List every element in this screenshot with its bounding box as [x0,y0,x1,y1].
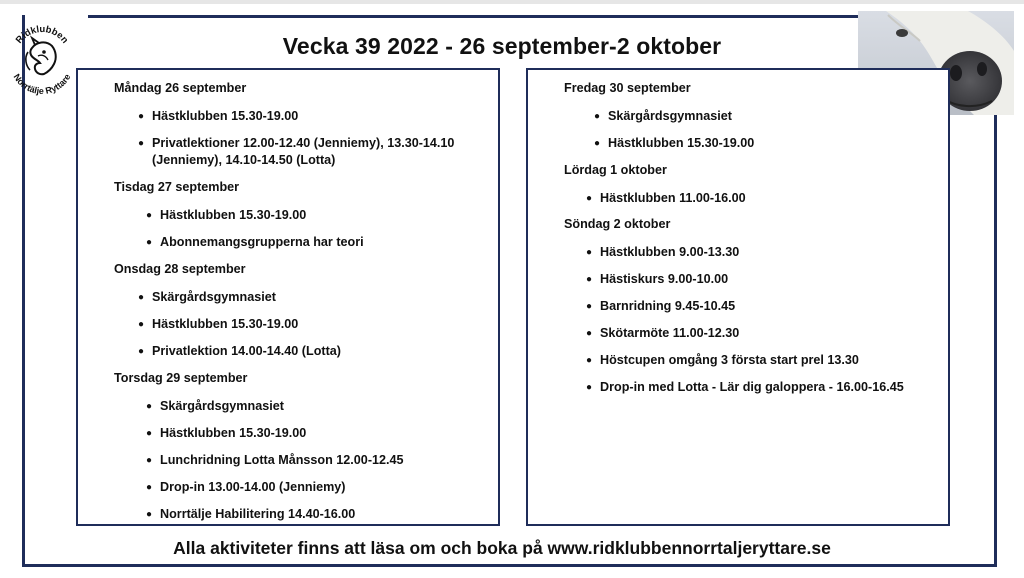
day-heading-friday: Fredag 30 september [564,81,691,95]
list-item: ● Hästiskurs 9.00-10.00 [586,272,729,286]
list-item: ● Skärgårdsgymnasiet [594,109,732,123]
list-item: ● Skötarmöte 11.00-12.30 [586,326,740,340]
list-item: ● Abonnemangsgrupperna har teori [146,235,364,249]
list-item: ● Skärgårdsgymnasiet [138,290,276,304]
day-heading-monday: Måndag 26 september [114,81,247,95]
day-heading-tuesday: Tisdag 27 september [114,180,240,194]
day-heading-thursday: Torsdag 29 september [114,371,248,385]
list-item: ● Hästklubben 15.30-19.00 [594,136,755,150]
list-item: ● Privatlektioner 12.00-12.40 (Jenniemy), 13.30-14.10 (Jenniemy), 14.10-14.50 (Lotta) [138,136,455,167]
list-item: ● Norrtälje Habilitering 14.40-16.00 [146,507,356,521]
list-item: ● Skärgårdsgymnasiet [146,399,284,413]
list-item: ● Höstcupen omgång 3 första start prel 13.30 [586,353,859,367]
page-title: Vecka 39 2022 - 26 september-2 oktober [282,33,722,59]
svg-text:Norrtälje Ryttare [12,72,73,96]
list-item: ● Drop-in 13.00-14.00 (Jenniemy) [146,480,346,494]
list-item: ● Hästklubben 15.30-19.00 [146,426,307,440]
schedule-column-left [76,68,500,526]
footer-text: Alla aktiviteter finns att läsa om och boka på www.ridklubbennorrtaljeryttare.se [173,538,831,558]
list-item: ● Privatlektion 14.00-14.40 (Lotta) [138,344,341,358]
list-item: ● Hästklubben 15.30-19.00 [146,208,307,222]
logo-text-top: Ridklubben [13,23,71,46]
page-frame-top [88,15,858,18]
top-rule [0,0,1024,4]
list-item: ● Hästklubben 11.00-16.00 [586,191,746,205]
list-item: ● Lunchridning Lotta Månsson 12.00-12.45 [146,453,404,467]
list-item: ● Hästklubben 15.30-19.00 [138,109,299,123]
logo-text-bottom: Norrtälje Ryttare [11,72,73,97]
list-item: ● Hästklubben 9.00-13.30 [586,245,740,259]
list-item: ● Hästklubben 15.30-19.00 [138,317,299,331]
list-item: ● Barnridning 9.45-10.45 [586,299,736,313]
day-heading-saturday: Lördag 1 oktober [564,163,667,177]
schedule-column-right [526,68,950,526]
day-heading-wednesday: Onsdag 28 september [114,262,246,276]
day-heading-sunday: Söndag 2 oktober [564,217,671,231]
list-item: ● Drop-in med Lotta - Lär dig galoppera - 16.00-16.45 [586,380,904,394]
